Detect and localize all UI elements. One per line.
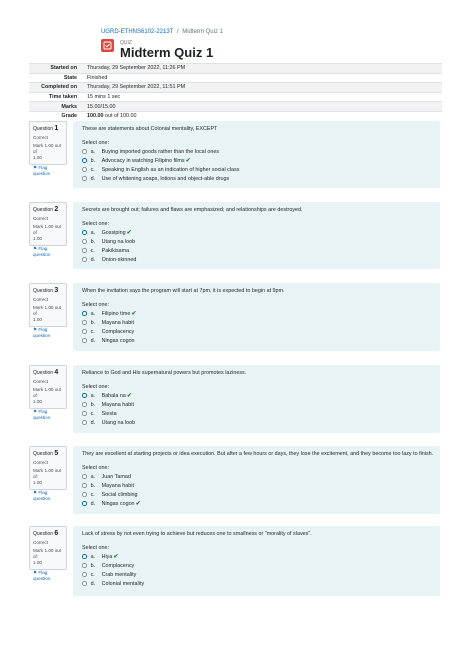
answer-radio[interactable]	[82, 501, 87, 506]
question-mark	[33, 143, 63, 161]
question-state: Correct	[33, 379, 49, 384]
question-mark-total: 1.00	[33, 235, 42, 241]
option-text: Hiya	[101, 553, 113, 560]
question-number	[33, 530, 63, 537]
answer-option[interactable]	[82, 392, 132, 399]
answer-option[interactable]	[82, 328, 134, 335]
question-info-panel	[29, 365, 67, 420]
option-letter: c.	[90, 491, 95, 498]
question-state: Correct	[33, 216, 49, 221]
answer-option[interactable]	[82, 491, 138, 498]
option-letter: d.	[90, 580, 96, 587]
question-number-value: 4	[54, 369, 59, 376]
option-letter: d.	[90, 256, 96, 263]
flag-icon: ⚑	[33, 489, 38, 495]
answer-option[interactable]	[82, 310, 136, 317]
answer-option[interactable]	[82, 562, 134, 569]
option-letter: b.	[90, 238, 96, 245]
select-one-label: Select one:	[82, 221, 109, 227]
answer-radio[interactable]	[82, 420, 87, 425]
question-text: They are excellent at starting projects or idea execution. But after a few hours or days, they lose the excitement, and they become too lazy to finish.	[82, 451, 434, 457]
answer-option[interactable]	[82, 337, 135, 344]
quiz-icon	[101, 39, 114, 52]
question-label: Question	[33, 126, 54, 132]
answer-radio[interactable]	[82, 158, 87, 163]
option-text: Juan Tamad	[101, 473, 131, 480]
option-text: Onion-skinned	[101, 256, 137, 263]
option-letter: a.	[90, 473, 96, 480]
flag-question-label: Flag question	[33, 569, 51, 581]
option-text: Ningas cogon	[101, 500, 135, 507]
answer-radio[interactable]	[82, 483, 87, 488]
summary-value: Thursday, 29 September 2022, 11:26 PM	[83, 64, 442, 74]
question-info-panel	[29, 446, 67, 501]
answer-option[interactable]	[82, 166, 239, 173]
attempt-summary-table	[29, 63, 442, 121]
question-state: Correct	[33, 297, 49, 302]
summary-value: Finished	[83, 73, 442, 83]
answer-radio[interactable]	[82, 492, 87, 497]
summary-row-started	[29, 64, 442, 74]
answer-radio[interactable]	[82, 149, 87, 154]
question-number-value: 1	[54, 125, 59, 132]
answer-option[interactable]	[82, 473, 131, 480]
question-content	[73, 365, 440, 433]
question-mark-total: 1.00	[33, 316, 42, 322]
option-text: Use of whitening soaps, lotions and object-able drugs	[101, 175, 230, 182]
answer-option[interactable]	[82, 580, 144, 587]
flag-icon: ⚑	[33, 569, 38, 575]
answer-radio[interactable]	[82, 167, 87, 172]
question-state: Correct	[33, 540, 49, 545]
question-content	[73, 202, 440, 269]
flag-question-link[interactable]	[33, 490, 63, 501]
flag-icon: ⚑	[33, 326, 38, 332]
answer-radio[interactable]	[82, 176, 87, 181]
answer-option[interactable]	[82, 175, 229, 182]
answer-radio[interactable]	[82, 230, 87, 235]
question-mark-total: 1.00	[33, 398, 42, 404]
option-letter: a.	[90, 310, 96, 317]
option-letter: b.	[90, 319, 96, 326]
answer-radio[interactable]	[82, 581, 87, 586]
question-mark-line: Mark 1.00 out of	[33, 387, 62, 398]
summary-label: Completed on	[29, 83, 83, 93]
option-letter: c.	[90, 247, 95, 254]
select-one-label: Select one:	[82, 140, 109, 146]
option-text: Gossiping	[101, 229, 126, 236]
flag-icon: ⚑	[33, 245, 38, 251]
summary-row-marks	[29, 102, 442, 112]
question-number	[33, 206, 63, 213]
answer-option[interactable]	[82, 571, 136, 578]
flag-question-link[interactable]	[33, 246, 63, 257]
flag-icon: ⚑	[33, 408, 38, 414]
select-one-label: Select one:	[82, 384, 109, 390]
correct-check-icon: ✔	[126, 230, 132, 236]
option-text: Utang na loob	[101, 238, 136, 245]
option-text: Mayana habit	[101, 401, 134, 408]
activity-type-label: QUIZ	[120, 40, 132, 46]
question-state: Correct	[33, 135, 49, 140]
question-number-value: 3	[54, 287, 59, 294]
option-letter: d.	[90, 500, 96, 507]
question-label: Question	[33, 207, 54, 213]
question-content	[73, 526, 440, 596]
option-text: Mayana habit	[101, 482, 134, 489]
summary-label: Time taken	[29, 92, 83, 102]
question-text: These are statements about Colonial mentality, EXCEPT	[82, 126, 218, 132]
summary-row-state	[29, 73, 442, 83]
option-text: Complacency	[101, 328, 135, 335]
option-letter: c.	[90, 571, 95, 578]
select-one-label: Select one:	[82, 465, 109, 471]
option-text: Colonial mentality	[101, 580, 145, 587]
question-label: Question	[33, 288, 54, 294]
option-text: Buying imported goods rather than the local ones	[101, 148, 220, 155]
select-one-label: Select one:	[82, 545, 109, 551]
answer-radio[interactable]	[82, 329, 87, 334]
summary-value: 15 mins 1 sec	[83, 92, 442, 102]
question-mark-total: 1.00	[33, 559, 42, 565]
grade-total: out of 100.00	[103, 113, 137, 120]
summary-value: 15.00/15.00	[83, 102, 442, 112]
answer-option[interactable]	[82, 247, 129, 254]
option-text: Bahala na	[101, 392, 126, 399]
option-letter: a.	[90, 148, 96, 155]
option-letter: b.	[90, 562, 96, 569]
flag-question-label: Flag question	[33, 326, 51, 338]
option-letter: a.	[90, 553, 96, 560]
answer-option[interactable]	[82, 148, 219, 155]
option-text: Complacency	[101, 562, 135, 569]
summary-label: Grade	[29, 111, 83, 120]
option-letter: b.	[90, 401, 96, 408]
answer-option[interactable]	[82, 229, 132, 236]
question-mark-line: Mark 1.00 out of	[33, 224, 62, 235]
answer-option[interactable]	[82, 500, 141, 507]
question-info-panel	[29, 121, 67, 176]
flag-question-link[interactable]	[33, 570, 63, 581]
answer-radio[interactable]	[82, 474, 87, 479]
answer-radio[interactable]	[82, 320, 87, 325]
flag-question-link[interactable]	[33, 327, 63, 338]
answer-radio[interactable]	[82, 572, 87, 577]
question-mark	[33, 305, 63, 323]
breadcrumb	[101, 29, 223, 35]
question-text: When the invitation says the program will start at 7pm, it is expected to begin at 9pm.	[82, 288, 285, 294]
question-content	[73, 446, 440, 514]
question-text: Lack of stress by not even trying to achieve but reduces one to smallness or "morality of slaves".	[82, 531, 312, 537]
option-text: Siesta	[101, 410, 117, 417]
question-number	[33, 450, 63, 457]
answer-option[interactable]	[82, 553, 118, 560]
option-text: Speaking in English as an indication of higher social class	[101, 166, 240, 173]
question-info-panel	[29, 283, 67, 338]
question-text: Reliance to God and His supernatural powers but promotes laziness.	[82, 370, 247, 376]
answer-option[interactable]	[82, 238, 135, 245]
answer-radio[interactable]	[82, 402, 87, 407]
answer-radio[interactable]	[82, 338, 87, 343]
answer-radio[interactable]	[82, 257, 87, 262]
question-mark-total: 1.00	[33, 479, 42, 485]
question-number	[33, 287, 63, 294]
correct-check-icon: ✔	[126, 393, 132, 399]
correct-check-icon: ✔	[185, 158, 191, 164]
summary-label: State	[29, 73, 83, 83]
flag-question-label: Flag question	[33, 408, 51, 420]
answer-radio[interactable]	[82, 411, 87, 416]
question-text: Secrets are brought out; failures and flaws are emphasized; and relationships are destroyed.	[82, 207, 303, 213]
question-mark	[33, 548, 63, 566]
select-one-label: Select one:	[82, 302, 109, 308]
page-title: Midterm Quiz 1	[120, 45, 214, 60]
question-label: Question	[33, 370, 54, 376]
answer-radio[interactable]	[82, 239, 87, 244]
question-info-panel	[29, 526, 67, 581]
option-letter: c.	[90, 328, 95, 335]
option-text: Social climbing	[101, 491, 138, 498]
option-letter: a.	[90, 392, 96, 399]
answer-option[interactable]	[82, 401, 134, 408]
grade-value: 100.00	[87, 113, 104, 120]
summary-value	[83, 111, 442, 120]
option-text: Filipino time	[101, 310, 131, 317]
summary-label: Marks	[29, 102, 83, 112]
question-content	[73, 283, 440, 351]
option-letter: b.	[90, 482, 96, 489]
summary-row-time	[29, 92, 442, 102]
breadcrumb-current: Midterm Quiz 1	[182, 29, 223, 35]
option-letter: d.	[90, 175, 96, 182]
question-mark	[33, 224, 63, 242]
answer-option[interactable]	[82, 410, 117, 417]
option-text: Pakikisama	[101, 247, 130, 254]
flag-icon: ⚑	[33, 164, 38, 170]
flag-question-link[interactable]	[33, 165, 63, 176]
question-number-value: 6	[54, 530, 59, 537]
option-letter: d.	[90, 337, 96, 344]
answer-option[interactable]	[82, 256, 136, 263]
option-text: Mayana habit	[101, 319, 134, 326]
option-text: Advocacy in watching Filipino films	[101, 157, 185, 164]
answer-option[interactable]	[82, 319, 134, 326]
flag-question-link[interactable]	[33, 409, 63, 420]
question-mark-line: Mark 1.00 out of	[33, 305, 62, 316]
answer-radio[interactable]	[82, 563, 87, 568]
answer-radio[interactable]	[82, 393, 87, 398]
answer-radio[interactable]	[82, 554, 87, 559]
flag-question-label: Flag question	[33, 164, 51, 176]
question-state: Correct	[33, 460, 49, 465]
answer-radio[interactable]	[82, 248, 87, 253]
breadcrumb-course-link[interactable]: UGRD-ETHNS6102-2213T	[101, 29, 174, 35]
question-mark-total: 1.00	[33, 154, 42, 160]
question-mark	[33, 468, 63, 486]
question-label: Question	[33, 451, 54, 457]
breadcrumb-separator: /	[176, 29, 179, 35]
option-letter: c.	[90, 166, 95, 173]
summary-row-completed	[29, 83, 442, 93]
flag-question-label: Flag question	[33, 245, 51, 257]
question-label: Question	[33, 531, 54, 537]
question-mark-line: Mark 1.00 out of	[33, 143, 62, 154]
option-letter: d.	[90, 419, 96, 426]
option-text: Crab mentality	[101, 571, 137, 578]
correct-check-icon: ✔	[135, 501, 141, 507]
option-letter: a.	[90, 229, 96, 236]
option-letter: b.	[90, 157, 96, 164]
question-mark-line: Mark 1.00 out of	[33, 548, 62, 559]
option-text: Ningas cogon	[101, 337, 135, 344]
question-mark-line: Mark 1.00 out of	[33, 468, 62, 479]
question-number-value: 2	[54, 206, 59, 213]
option-text: Utang na loob	[101, 419, 136, 426]
answer-option[interactable]	[82, 157, 191, 164]
question-number	[33, 125, 63, 132]
answer-radio[interactable]	[82, 311, 87, 316]
summary-value: Thursday, 29 September 2022, 11:51 PM	[83, 83, 442, 93]
question-number	[33, 369, 63, 376]
summary-row-grade	[29, 111, 442, 120]
question-info-panel	[29, 202, 67, 257]
correct-check-icon: ✔	[113, 554, 119, 560]
answer-option[interactable]	[82, 419, 135, 426]
question-mark	[33, 387, 63, 405]
flag-question-label: Flag question	[33, 489, 51, 501]
summary-label: Started on	[29, 64, 83, 74]
option-letter: c.	[90, 410, 95, 417]
question-number-value: 5	[54, 450, 59, 457]
question-content	[73, 121, 440, 188]
correct-check-icon: ✔	[131, 311, 137, 317]
answer-option[interactable]	[82, 482, 134, 489]
